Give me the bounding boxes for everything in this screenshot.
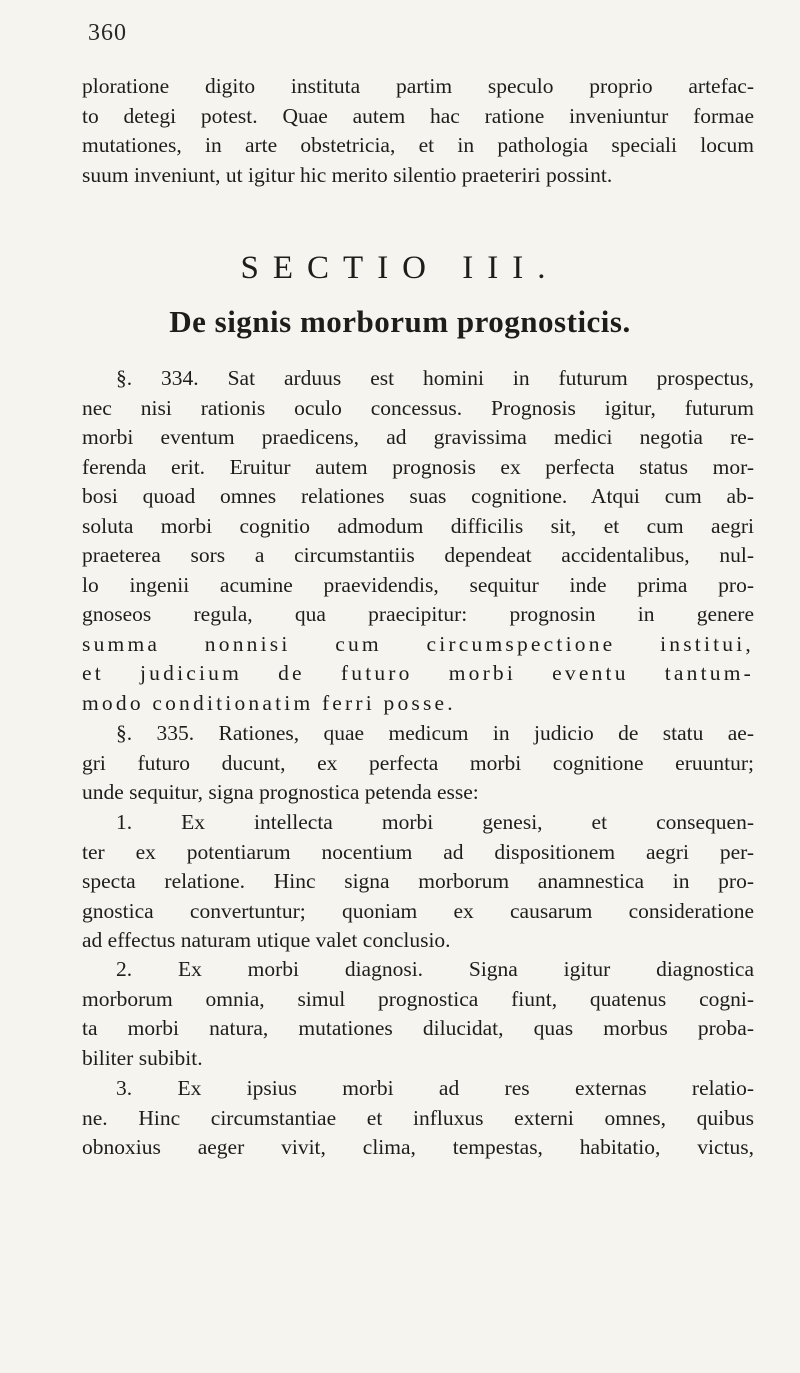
text-line: 2. Ex morbi diagnosi. Signa igitur diagnostica <box>116 957 754 981</box>
text-line: ne. Hinc circumstantiae et influxus externi omnes, quibus <box>82 1105 754 1130</box>
page-number: 360 <box>88 20 127 46</box>
text-line: 3. Ex ipsius morbi ad res externas relatio- <box>116 1076 754 1100</box>
text-line: ferenda erit. Eruitur autem prognosis ex perfecta status mor- <box>82 454 754 479</box>
text-line: ad effectus naturam utique valet conclusio. <box>82 928 451 952</box>
text-line: suum inveniunt, ut igitur hic merito silentio praeteriri possint. <box>82 162 613 187</box>
text-line: soluta morbi cognitio admodum difficilis sit, et cum aegri <box>82 513 754 538</box>
text-line: praeterea sors a circumstantiis dependeat accidentalibus, nul- <box>82 543 754 567</box>
text-line: 1. Ex intellecta morbi genesi, et consequen- <box>116 810 754 834</box>
text-line: summa nonnisi cum circumspectione institui, <box>82 631 754 656</box>
text-line: gnostica convertuntur; quoniam ex causarum consideratione <box>82 898 754 923</box>
text-line: obnoxius aeger vivit, clima, tempestas, habitatio, victus, <box>82 1135 754 1159</box>
text-line: lo ingenii acumine praevidendis, sequitur inde prima pro- <box>82 572 754 597</box>
text-line: morbi eventum praedicens, ad gravissima medici negotia re- <box>82 425 754 449</box>
item-2 <box>82 955 754 1073</box>
item-1 <box>82 808 754 956</box>
text-line: et judicium de futuro morbi eventu tantum- <box>82 661 754 685</box>
text-line: gnoseos regula, qua praecipitur: prognosin in genere <box>82 602 754 626</box>
text-line: §. 334. Sat arduus est homini in futurum prospectus, <box>116 366 754 390</box>
item-3 <box>82 1074 754 1163</box>
paragraph-334 <box>82 364 754 718</box>
intro-paragraph <box>82 72 754 190</box>
text-line: morborum omnia, simul prognostica fiunt, quatenus cogni- <box>82 986 754 1011</box>
text-line: §. 335. Rationes, quae medicum in judicio de statu ae- <box>116 721 754 745</box>
text-line: to detegi potest. Quae autem hac ratione inveniuntur formae <box>82 103 754 128</box>
text-line: ta morbi natura, mutationes dilucidat, quas morbus proba- <box>82 1016 754 1040</box>
text-line: mutationes, in arte obstetricia, et in pathologia speciali locum <box>82 133 754 157</box>
text-line: bosi quoad omnes relationes suas cognitione. Atqui cum ab- <box>82 484 754 508</box>
text-line: unde sequitur, signa prognostica petenda esse: <box>82 780 479 804</box>
text-line: nec nisi rationis oculo concessus. Prognosis igitur, futurum <box>82 395 754 420</box>
section-heading: SECTIO III. <box>240 250 560 286</box>
text-line: gri futuro ducunt, ex perfecta morbi cognitione eruuntur; <box>82 750 754 775</box>
text-line: modo conditionatim ferri posse. <box>82 690 456 715</box>
text-line: ploratione digito instituta partim speculo proprio artefac- <box>82 74 754 98</box>
text-line: specta relatione. Hinc signa morborum anamnestica in pro- <box>82 869 754 893</box>
paragraph-335 <box>82 719 754 808</box>
text-line: biliter subibit. <box>82 1045 203 1070</box>
section-title: De signis morborum prognosticis. <box>169 304 631 339</box>
text-line: ter ex potentiarum nocentium ad dispositionem aegri per- <box>82 839 754 864</box>
